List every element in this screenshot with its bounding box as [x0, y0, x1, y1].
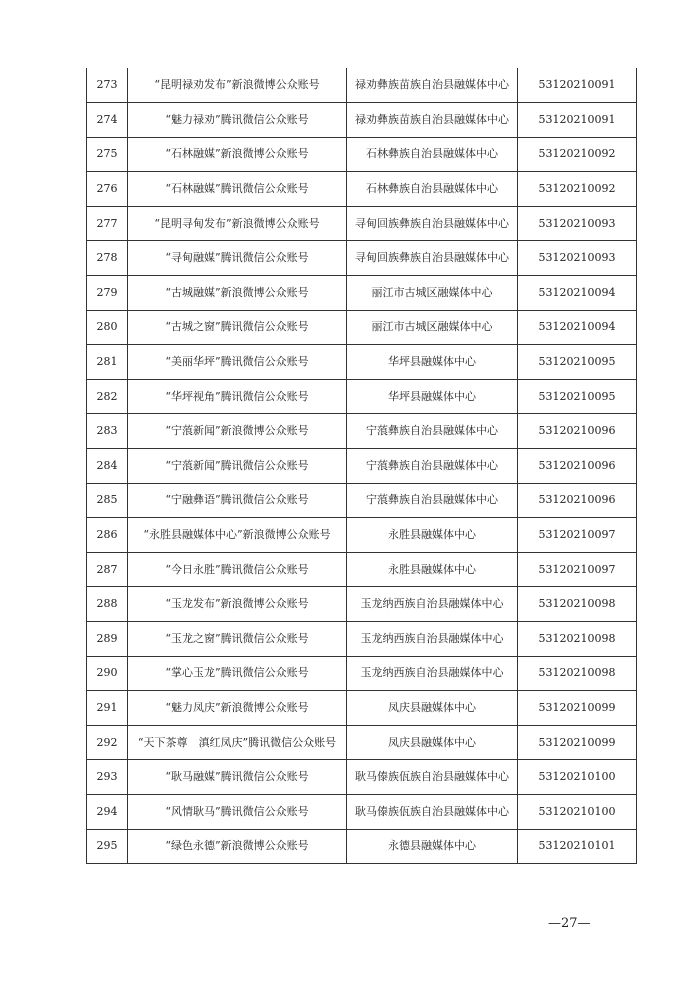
account-name-cell: “天下茶尊 滇红凤庆”腾讯微信公众账号	[128, 725, 347, 760]
organization-cell: 丽江市古城区融媒体中心	[347, 310, 518, 345]
registration-code-cell: 53120210091	[518, 68, 637, 103]
table-row	[87, 206, 637, 241]
organization-cell: 玉龙纳西族自治县融媒体中心	[347, 587, 518, 622]
organization-cell: 寻甸回族彝族自治县融媒体中心	[347, 206, 518, 241]
table-row	[87, 276, 637, 311]
registration-code-cell: 53120210097	[518, 552, 637, 587]
account-name-cell: “石林融媒”腾讯微信公众账号	[128, 172, 347, 207]
registration-code-cell: 53120210096	[518, 483, 637, 518]
account-name-cell: “魅力禄劝”腾讯微信公众账号	[128, 103, 347, 138]
row-number-cell: 283	[87, 414, 128, 449]
page-number: —27—	[548, 916, 591, 931]
account-name-cell: “昆明寻甸发布”新浪微博公众账号	[128, 206, 347, 241]
registration-code-cell: 53120210093	[518, 206, 637, 241]
organization-cell: 耿马傣族佤族自治县融媒体中心	[347, 760, 518, 795]
account-name-cell: “石林融媒”新浪微博公众账号	[128, 137, 347, 172]
table-row	[87, 241, 637, 276]
row-number-cell: 276	[87, 172, 128, 207]
row-number-cell: 273	[87, 68, 128, 103]
row-number-cell: 281	[87, 345, 128, 380]
account-name-cell: “华坪视角”腾讯微信公众账号	[128, 379, 347, 414]
table-row	[87, 103, 637, 138]
registration-code-cell: 53120210095	[518, 345, 637, 380]
registration-code-cell: 53120210101	[518, 829, 637, 864]
row-number-cell: 279	[87, 276, 128, 311]
registration-code-cell: 53120210094	[518, 276, 637, 311]
registration-code-cell: 53120210096	[518, 449, 637, 484]
table-row	[87, 552, 637, 587]
account-name-cell: “古城之窗”腾讯微信公众账号	[128, 310, 347, 345]
row-number-cell: 295	[87, 829, 128, 864]
table-row	[87, 794, 637, 829]
account-name-cell: “寻甸融媒”腾讯微信公众账号	[128, 241, 347, 276]
registration-code-cell: 53120210098	[518, 656, 637, 691]
registration-code-cell: 53120210097	[518, 518, 637, 553]
account-name-cell: “古城融媒”新浪微博公众账号	[128, 276, 347, 311]
row-number-cell: 292	[87, 725, 128, 760]
account-name-cell: “掌心玉龙”腾讯微信公众账号	[128, 656, 347, 691]
row-number-cell: 274	[87, 103, 128, 138]
registration-code-cell: 53120210100	[518, 794, 637, 829]
account-name-cell: “绿色永德”新浪微博公众账号	[128, 829, 347, 864]
organization-cell: 华坪县融媒体中心	[347, 345, 518, 380]
organization-cell: 永胜县融媒体中心	[347, 518, 518, 553]
organization-cell: 永德县融媒体中心	[347, 829, 518, 864]
organization-cell: 宁蒗彝族自治县融媒体中心	[347, 414, 518, 449]
registration-code-cell: 53120210099	[518, 691, 637, 726]
table-row	[87, 172, 637, 207]
table-row	[87, 310, 637, 345]
row-number-cell: 294	[87, 794, 128, 829]
table-row	[87, 691, 637, 726]
registration-code-cell: 53120210091	[518, 103, 637, 138]
organization-cell: 禄劝彝族苗族自治县融媒体中心	[347, 103, 518, 138]
row-number-cell: 286	[87, 518, 128, 553]
account-name-cell: “风情耿马”腾讯微信公众账号	[128, 794, 347, 829]
table-row	[87, 379, 637, 414]
table-row	[87, 656, 637, 691]
row-number-cell: 280	[87, 310, 128, 345]
registration-code-cell: 53120210098	[518, 622, 637, 657]
table-body	[87, 68, 637, 864]
row-number-cell: 293	[87, 760, 128, 795]
row-number-cell: 278	[87, 241, 128, 276]
table-row	[87, 518, 637, 553]
registration-code-cell: 53120210094	[518, 310, 637, 345]
row-number-cell: 282	[87, 379, 128, 414]
row-number-cell: 285	[87, 483, 128, 518]
table-row	[87, 414, 637, 449]
organization-cell: 石林彝族自治县融媒体中心	[347, 137, 518, 172]
account-name-cell: “玉龙之窗”腾讯微信公众账号	[128, 622, 347, 657]
organization-cell: 宁蒗彝族自治县融媒体中心	[347, 483, 518, 518]
row-number-cell: 275	[87, 137, 128, 172]
account-name-cell: “今日永胜”腾讯微信公众账号	[128, 552, 347, 587]
organization-cell: 凤庆县融媒体中心	[347, 691, 518, 726]
organization-cell: 耿马傣族佤族自治县融媒体中心	[347, 794, 518, 829]
account-name-cell: “宁融彝语”腾讯微信公众账号	[128, 483, 347, 518]
organization-cell: 宁蒗彝族自治县融媒体中心	[347, 449, 518, 484]
row-number-cell: 284	[87, 449, 128, 484]
table-row	[87, 483, 637, 518]
organization-cell: 玉龙纳西族自治县融媒体中心	[347, 622, 518, 657]
account-name-cell: “耿马融媒”腾讯微信公众账号	[128, 760, 347, 795]
row-number-cell: 289	[87, 622, 128, 657]
registration-code-cell: 53120210099	[518, 725, 637, 760]
organization-cell: 石林彝族自治县融媒体中心	[347, 172, 518, 207]
registration-code-cell: 53120210100	[518, 760, 637, 795]
media-account-table	[86, 68, 637, 864]
organization-cell: 玉龙纳西族自治县融媒体中心	[347, 656, 518, 691]
account-name-cell: “美丽华坪”腾讯微信公众账号	[128, 345, 347, 380]
organization-cell: 丽江市古城区融媒体中心	[347, 276, 518, 311]
organization-cell: 禄劝彝族苗族自治县融媒体中心	[347, 68, 518, 103]
table-row	[87, 725, 637, 760]
table-row	[87, 829, 637, 864]
account-name-cell: “宁蒗新闻”腾讯微信公众账号	[128, 449, 347, 484]
account-name-cell: “玉龙发布”新浪微博公众账号	[128, 587, 347, 622]
table-row	[87, 345, 637, 380]
row-number-cell: 287	[87, 552, 128, 587]
registration-code-cell: 53120210095	[518, 379, 637, 414]
account-name-cell: “永胜县融媒体中心”新浪微博公众账号	[128, 518, 347, 553]
table-row	[87, 449, 637, 484]
registration-code-cell: 53120210093	[518, 241, 637, 276]
account-name-cell: “昆明禄劝发布”新浪微博公众账号	[128, 68, 347, 103]
row-number-cell: 288	[87, 587, 128, 622]
row-number-cell: 290	[87, 656, 128, 691]
registration-code-cell: 53120210096	[518, 414, 637, 449]
table-row	[87, 587, 637, 622]
table-row	[87, 760, 637, 795]
table-row	[87, 68, 637, 103]
account-name-cell: “魅力凤庆”新浪微博公众账号	[128, 691, 347, 726]
row-number-cell: 277	[87, 206, 128, 241]
organization-cell: 永胜县融媒体中心	[347, 552, 518, 587]
account-name-cell: “宁蒗新闻”新浪微博公众账号	[128, 414, 347, 449]
organization-cell: 凤庆县融媒体中心	[347, 725, 518, 760]
organization-cell: 华坪县融媒体中心	[347, 379, 518, 414]
registration-code-cell: 53120210092	[518, 137, 637, 172]
table-row	[87, 622, 637, 657]
row-number-cell: 291	[87, 691, 128, 726]
registration-code-cell: 53120210092	[518, 172, 637, 207]
registration-code-cell: 53120210098	[518, 587, 637, 622]
table-row	[87, 137, 637, 172]
organization-cell: 寻甸回族彝族自治县融媒体中心	[347, 241, 518, 276]
